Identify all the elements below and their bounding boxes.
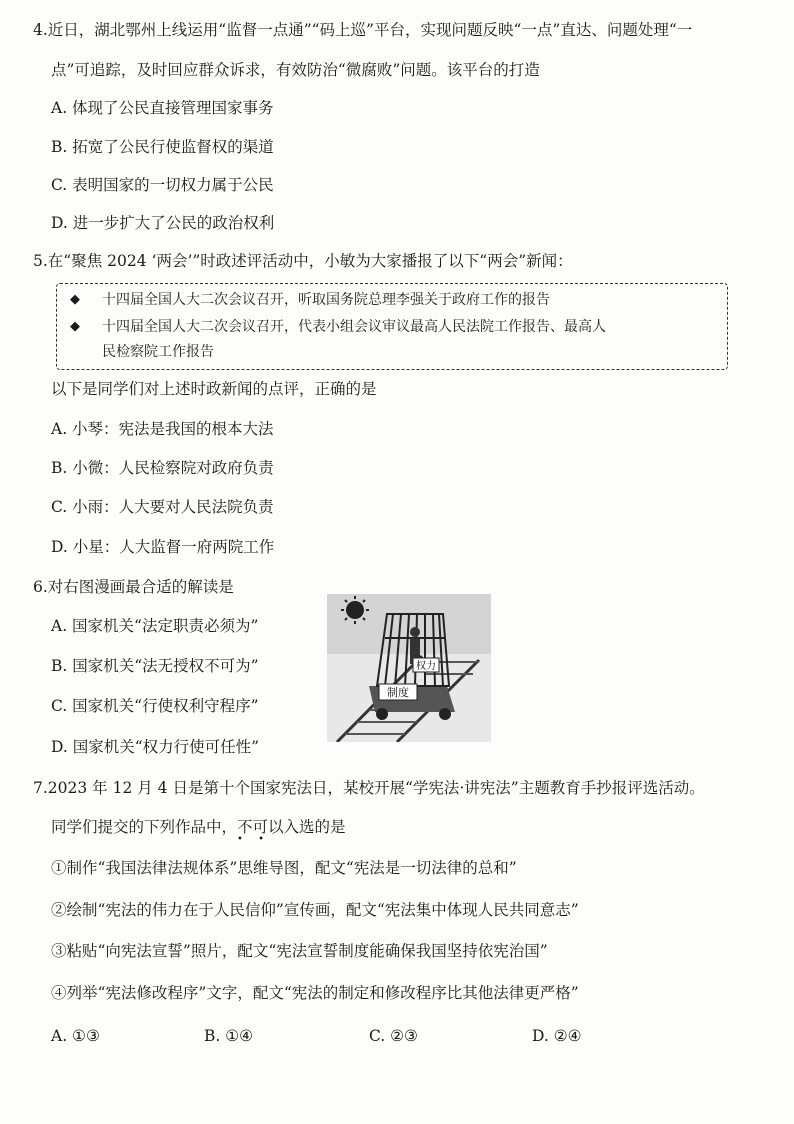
q4-stem-line2: 点”可追踪，及时回应群众诉求，有效防治“微腐败”问题。该平台的打造: [51, 61, 540, 79]
q5-question: 以下是同学们对上述时政新闻的点评，正确的是: [51, 380, 377, 398]
q4-option-a: A. 体现了公民直接管理国家事务: [51, 99, 274, 117]
q5-option-b: B. 小微：人民检察院对政府负责: [51, 459, 274, 477]
q7-item-4: ④列举“宪法修改程序”文字，配文“宪法的制定和修改程序比其他法律更严格”: [51, 984, 579, 1002]
q4-stem-line1: 4.近日，湖北鄂州上线运用“监督一点通”“码上巡”平台，实现问题反映“一点”直达、问题处理“一: [33, 21, 693, 39]
q7-stem-post: 以入选的是: [268, 818, 346, 836]
q7-option-c: C. ②③: [369, 1027, 418, 1045]
diamond-bullet-icon: ◆: [70, 319, 80, 334]
q7-item-2: ②绘制“宪法的伟力在于人民信仰”宣传画，配文“宪法集中体现人民共同意志”: [51, 901, 579, 919]
q7-emphasis-not: [237, 817, 270, 845]
q5-stem: 5.在“聚焦 2024 ‘两会’”时政述评活动中，小敏为大家播报了以下“两会”新闻：: [33, 252, 573, 270]
q7-stem-line1: 7.2023 年 12 月 4 日是第十个国家宪法日，某校开展“学宪法·讲宪法”主题教育手抄报评选活动。: [33, 779, 705, 797]
q7-stem-line2: [51, 817, 346, 845]
q6-option-a: A. 国家机关“法定职责必须为”: [51, 617, 259, 635]
diamond-bullet-icon: ◆: [70, 292, 80, 307]
q7-option-d: D. ②④: [532, 1027, 582, 1045]
q5-news-item-1: 十四届全国人大二次会议召开，听取国务院总理李强关于政府工作的报告: [102, 292, 550, 308]
q4-option-d: D. 进一步扩大了公民的政治权利: [51, 214, 275, 232]
cartoon-label-power: 权力: [416, 661, 436, 672]
q5-news-item-2: 十四届全国人大二次会议召开，代表小组会议审议最高人民法院工作报告、最高人: [102, 319, 606, 335]
q4-option-b: B. 拓宽了公民行使监督权的渠道: [51, 138, 274, 156]
q5-option-a: A. 小琴：宪法是我国的根本大法: [51, 420, 274, 438]
q6-stem: 6.对右图漫画最合适的解读是: [33, 578, 234, 596]
q7-stem-pre: 同学们提交的下列作品中，: [51, 818, 238, 836]
q5-news-item-2-cont: 民检察院工作报告: [102, 344, 214, 360]
q7-emphasis-text: 不可: [237, 818, 269, 836]
q6-option-b: B. 国家机关“法无授权不可为”: [51, 657, 259, 675]
q4-option-c: C. 表明国家的一切权力属于公民: [51, 176, 274, 194]
q7-item-1: ①制作“我国法律法规体系”思维导图，配文“宪法是一切法律的总和”: [51, 859, 517, 877]
emphasis-dots-icon: • •: [237, 834, 270, 845]
cartoon-label-system: 制度: [387, 686, 409, 699]
q7-option-a: A. ①③: [51, 1027, 100, 1045]
cartoon-cage-on-rails: [327, 594, 491, 742]
q6-option-d: D. 国家机关“权力行使可任性”: [51, 738, 260, 756]
q5-option-c: C. 小雨：人大要对人民法院负责: [51, 498, 274, 516]
q6-option-c: C. 国家机关“行使权利守程序”: [51, 697, 259, 715]
q7-option-b: B. ①④: [204, 1027, 254, 1045]
q5-option-d: D. 小星：人大监督一府两院工作: [51, 538, 275, 556]
q7-item-3: ③粘贴“向宪法宣誓”照片，配文“宪法宣誓制度能确保我国坚持依宪治国”: [51, 942, 548, 960]
